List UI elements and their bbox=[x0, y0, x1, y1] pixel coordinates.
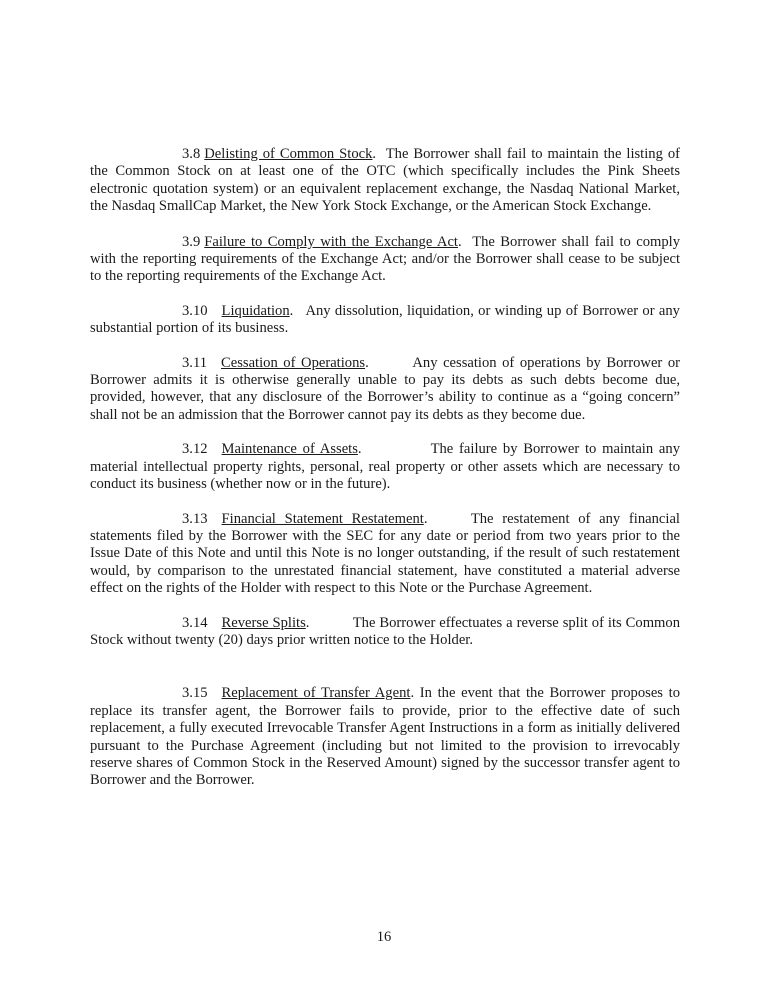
section-3-15: 3.15 Replacement of Transfer Agent. In the event that the Borrower proposes to replace its transfer agent, the Borrower fails to provide, prior to the effective date of such replacement, a fully executed Irrevocable Transfer Agent Instructions in a form as initially delivered pursuant to the Purchase Agreement (including but not limited to the provision to irrevocably reserve shares of Common Stock in the Reserved Amount) signed by the successor transfer agent to Borrower and the Borrower. bbox=[90, 685, 681, 789]
section-text: The restatement of any financial statements filed by the Borrower with the SEC for any date or period from two years prior to the Issue Date of this Note and until this Note is no longer outstanding, if the result of such restatement would, by comparison to the unrestated financial statement, have constituted a material adverse effect on the rights of the Holder with respect to this Note or the Purchase Agreement. bbox=[90, 510, 680, 597]
section-title: Cessation of Operations bbox=[221, 354, 366, 371]
section-3-14: 3.14 Reverse Splits. The Borrower effectuates a reverse split of its Common Stock without twenty (20) days prior written notice to the Holder. bbox=[90, 614, 680, 648]
section-number: 3.9 bbox=[182, 233, 201, 250]
section-title: Maintenance of Assets bbox=[221, 441, 358, 458]
section-title: Financial Statement Restatement bbox=[221, 510, 424, 527]
section-3-12: 3.12 Maintenance of Assets. The failure by Borrower to maintain any material intellectual property rights, personal, real property or other assets which are necessary to conduct its business (whether now or in the future). bbox=[90, 441, 681, 493]
section-title: Delisting of Common Stock bbox=[204, 146, 373, 162]
section-text: In the event that the Borrower proposes to replace its transfer agent, the Borrower fails to provide, prior to the effective date of such replacement, a fully executed Irrevocable Transfer Agent Instructions in a form as initially delivered pursuant to the Purchase Agreement (including but not limited to the provision to irrevocably reserve shares of Common Stock in the Reserved Amount) signed by the successor transfer agent to Borrower and the Borrower. bbox=[90, 685, 681, 789]
section-number: 3.12 bbox=[182, 441, 208, 458]
section-title: Liquidation bbox=[221, 302, 290, 319]
section-title: Replacement of Transfer Agent bbox=[221, 685, 411, 702]
section-text: The Borrower shall fail to comply with the reporting requirements of the Exchange Act; and/or the Borrower shall cease to be subject to the reporting requirements of the Exchange Act. bbox=[90, 233, 680, 285]
section-title: Reverse Splits bbox=[221, 614, 306, 631]
document-body bbox=[90, 146, 680, 807]
page-number: 16 bbox=[376, 929, 392, 945]
section-number: 3.8 bbox=[182, 146, 201, 162]
section-3-8: 3.8 Delisting of Common Stock. The Borrower shall fail to maintain the listing of the Common Stock on at least one of the OTC (which specifically includes the Pink Sheets electronic quotation system) or an equivalent replacement exchange, the Nasdaq National Market, the Nasdaq SmallCap Market, the New York Stock Exchange, or the American Stock Exchange. bbox=[90, 146, 681, 215]
section-number: 3.11 bbox=[182, 354, 207, 371]
section-number: 3.10 bbox=[182, 302, 208, 319]
section-title: Failure to Comply with the Exchange Act bbox=[204, 233, 458, 250]
section-3-13: 3.13 Financial Statement Restatement. The restatement of any financial statements filed by the Borrower with the SEC for any date or period from two years prior to the Issue Date of this Note and until this Note is no longer outstanding, if the result of such restatement would, by comparison to the unrestated financial statement, have constituted a material adverse effect on the rights of the Holder with respect to this Note or the Purchase Agreement. bbox=[90, 510, 680, 597]
section-number: 3.13 bbox=[182, 510, 208, 527]
section-number: 3.15 bbox=[182, 685, 208, 702]
section-text: Any dissolution, liquidation, or winding up of Borrower or any substantial portion of its business. bbox=[90, 302, 680, 337]
section-text: The Borrower effectuates a reverse split of its Common Stock without twenty (20) days prior written notice to the Holder. bbox=[90, 614, 680, 648]
section-3-10: 3.10 Liquidation. Any dissolution, liquidation, or winding up of Borrower or any substantial portion of its business. bbox=[90, 302, 680, 337]
section-3-11: 3.11 Cessation of Operations. Any cessation of operations by Borrower or Borrower admits it is otherwise generally unable to pay its debts as such debts become due, provided, however, that any disclosure of the Borrower’s ability to continue as a “going concern” shall not be an admission that the Borrower cannot pay its debts as they become due. bbox=[90, 354, 680, 423]
section-3-9: 3.9 Failure to Comply with the Exchange Act. The Borrower shall fail to comply with the reporting requirements of the Exchange Act; and/or the Borrower shall cease to be subject to the reporting requirements of the Exchange Act. bbox=[90, 233, 680, 285]
section-text: Any cessation of operations by Borrower or Borrower admits it is otherwise generally unable to pay its debts as such debts become due, provided, however, that any disclosure of the Borrower’s ability to continue as a “going concern” shall not be an admission that the Borrower cannot pay its debts as they become due. bbox=[90, 354, 680, 423]
section-text: The failure by Borrower to maintain any material intellectual property rights, personal, real property or other assets which are necessary to conduct its business (whether now or in the future). bbox=[90, 441, 681, 493]
section-number: 3.14 bbox=[182, 614, 208, 631]
section-text: The Borrower shall fail to maintain the listing of the Common Stock on at least one of the OTC (which specifically includes the Pink Sheets electronic quotation system) or an equivalent replacement exchange, the Nasdaq National Market, the Nasdaq SmallCap Market, the New York Stock Exchange, or the American Stock Exchange. bbox=[90, 146, 681, 215]
